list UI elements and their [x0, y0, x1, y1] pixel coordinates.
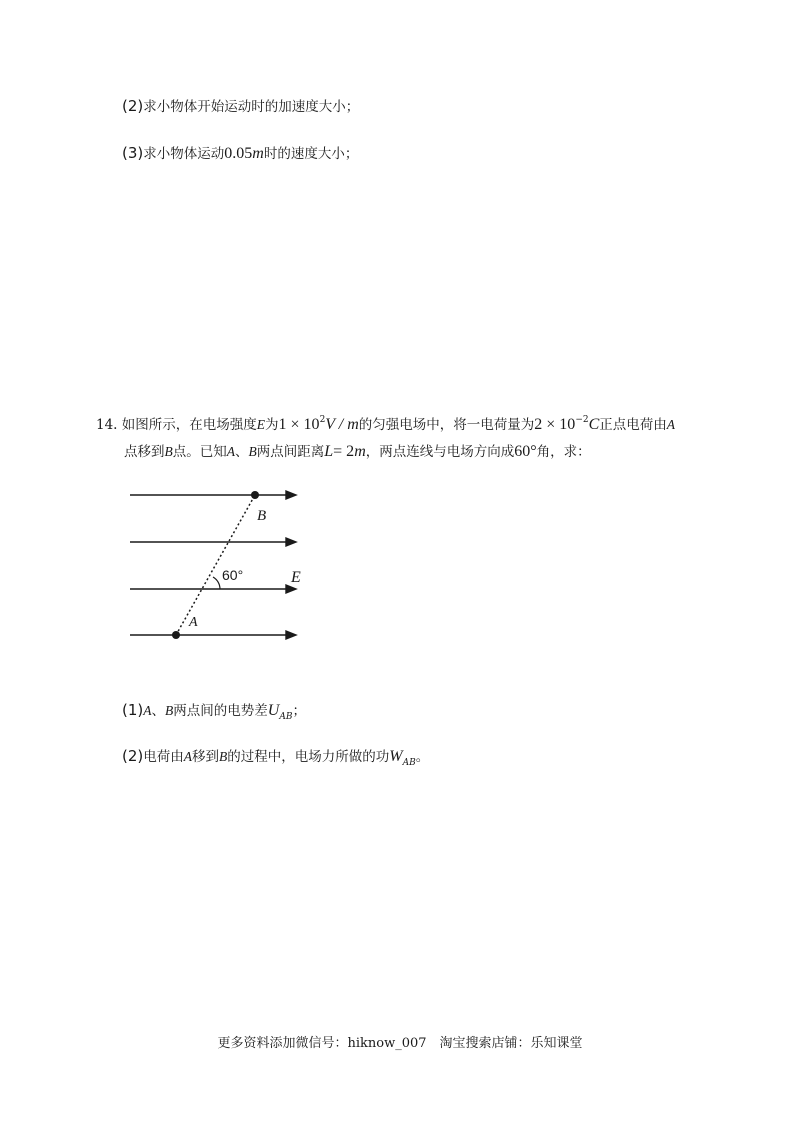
- subscript-AB: AB: [402, 758, 416, 768]
- symbol-B: B: [219, 749, 228, 764]
- q14-part1: [122, 700, 306, 727]
- symbol-W: W: [389, 748, 403, 765]
- page-footer: 更多资料添加微信号：hiknow_007 淘宝搜索店铺：乐知课堂: [217, 1036, 583, 1051]
- label-B: B: [257, 508, 267, 524]
- distance-value: 0.05: [224, 145, 253, 162]
- charge-exponent: −2: [575, 415, 589, 425]
- stem-text: 正点电荷由: [599, 417, 667, 433]
- distance-unit: m: [354, 443, 366, 460]
- part-text: 的过程中，电场力所做的功: [227, 749, 390, 765]
- separator: 、: [151, 703, 166, 719]
- symbol-U: U: [267, 702, 280, 719]
- field-lines: [130, 491, 296, 639]
- charge-value: 2 × 10: [534, 416, 576, 433]
- close-paren: ): [137, 747, 144, 765]
- symbol-B: B: [164, 444, 173, 459]
- part-number: 3: [127, 144, 138, 162]
- symbol-A: A: [143, 703, 152, 718]
- point-A: [172, 631, 180, 639]
- close-paren: ): [137, 97, 144, 115]
- open-paren: (: [122, 701, 128, 719]
- stem-text: 点。已知: [172, 444, 227, 460]
- label-A: A: [189, 615, 198, 630]
- symbol-L: L: [324, 443, 334, 460]
- stem-text: 为: [265, 417, 279, 433]
- q14-part2: [122, 746, 429, 773]
- part-text: 电荷由: [143, 749, 184, 765]
- segment-AB: [176, 495, 255, 635]
- distance-value: = 2: [333, 443, 355, 460]
- symbol-A: A: [183, 749, 193, 764]
- field-value: 1 × 10: [278, 416, 320, 433]
- stem-text: 角，求：: [536, 444, 591, 460]
- part-number: 2: [127, 97, 138, 115]
- close-paren: ): [137, 701, 144, 719]
- symbol-A: A: [666, 417, 676, 432]
- field-unit: V / m: [325, 416, 359, 433]
- part-text: 求小物体开始运动时的加速度大小；: [143, 99, 360, 115]
- angle-label: 60°: [222, 567, 244, 583]
- question-number: 14.: [96, 417, 118, 433]
- part-text: 求小物体运动: [143, 146, 225, 162]
- arrowhead-icon: [286, 631, 296, 639]
- field-exponent: 2: [319, 415, 326, 425]
- open-paren: (: [122, 144, 128, 162]
- punctuation: ；: [292, 703, 306, 719]
- stem-text: 两点间距离: [256, 444, 325, 460]
- angle-value: 60: [514, 443, 531, 460]
- stem-text: ，两点连线与电场方向成: [365, 444, 515, 460]
- arrowhead-icon: [286, 491, 296, 499]
- part-number: 1: [127, 701, 138, 719]
- label-E: E: [291, 569, 301, 586]
- arrowhead-icon: [286, 585, 296, 593]
- symbol-E: E: [256, 417, 266, 432]
- punctuation: 。: [415, 749, 430, 765]
- electric-field-figure: [125, 482, 305, 642]
- part-text: 两点间的电势差: [173, 703, 268, 719]
- stem-text: 、: [235, 444, 249, 460]
- q14-stem-line1: [96, 410, 675, 435]
- distance-unit: m: [252, 145, 264, 162]
- degree-symbol: °: [530, 443, 537, 460]
- q13-part2: [122, 96, 359, 117]
- part-number: 2: [127, 747, 138, 765]
- q14-stem-line2: [124, 442, 591, 462]
- q13-part3: [122, 143, 358, 164]
- point-B: [251, 491, 259, 499]
- angle-arc: [213, 577, 220, 589]
- arrowhead-icon: [286, 538, 296, 546]
- symbol-A: A: [226, 444, 235, 459]
- subscript-AB: AB: [279, 712, 293, 722]
- close-paren: ): [137, 144, 144, 162]
- open-paren: (: [122, 747, 128, 765]
- stem-text: 如图所示，在电场强度: [121, 417, 257, 433]
- part-text-end: 时的速度大小；: [263, 146, 359, 162]
- charge-unit: C: [588, 416, 600, 433]
- stem-text: 点移到: [124, 444, 165, 460]
- stem-text: 的匀强电场中，将一电荷量为: [358, 417, 535, 433]
- symbol-B: B: [165, 703, 174, 718]
- open-paren: (: [122, 97, 128, 115]
- symbol-B: B: [248, 444, 257, 459]
- part-text: 移到: [192, 749, 220, 765]
